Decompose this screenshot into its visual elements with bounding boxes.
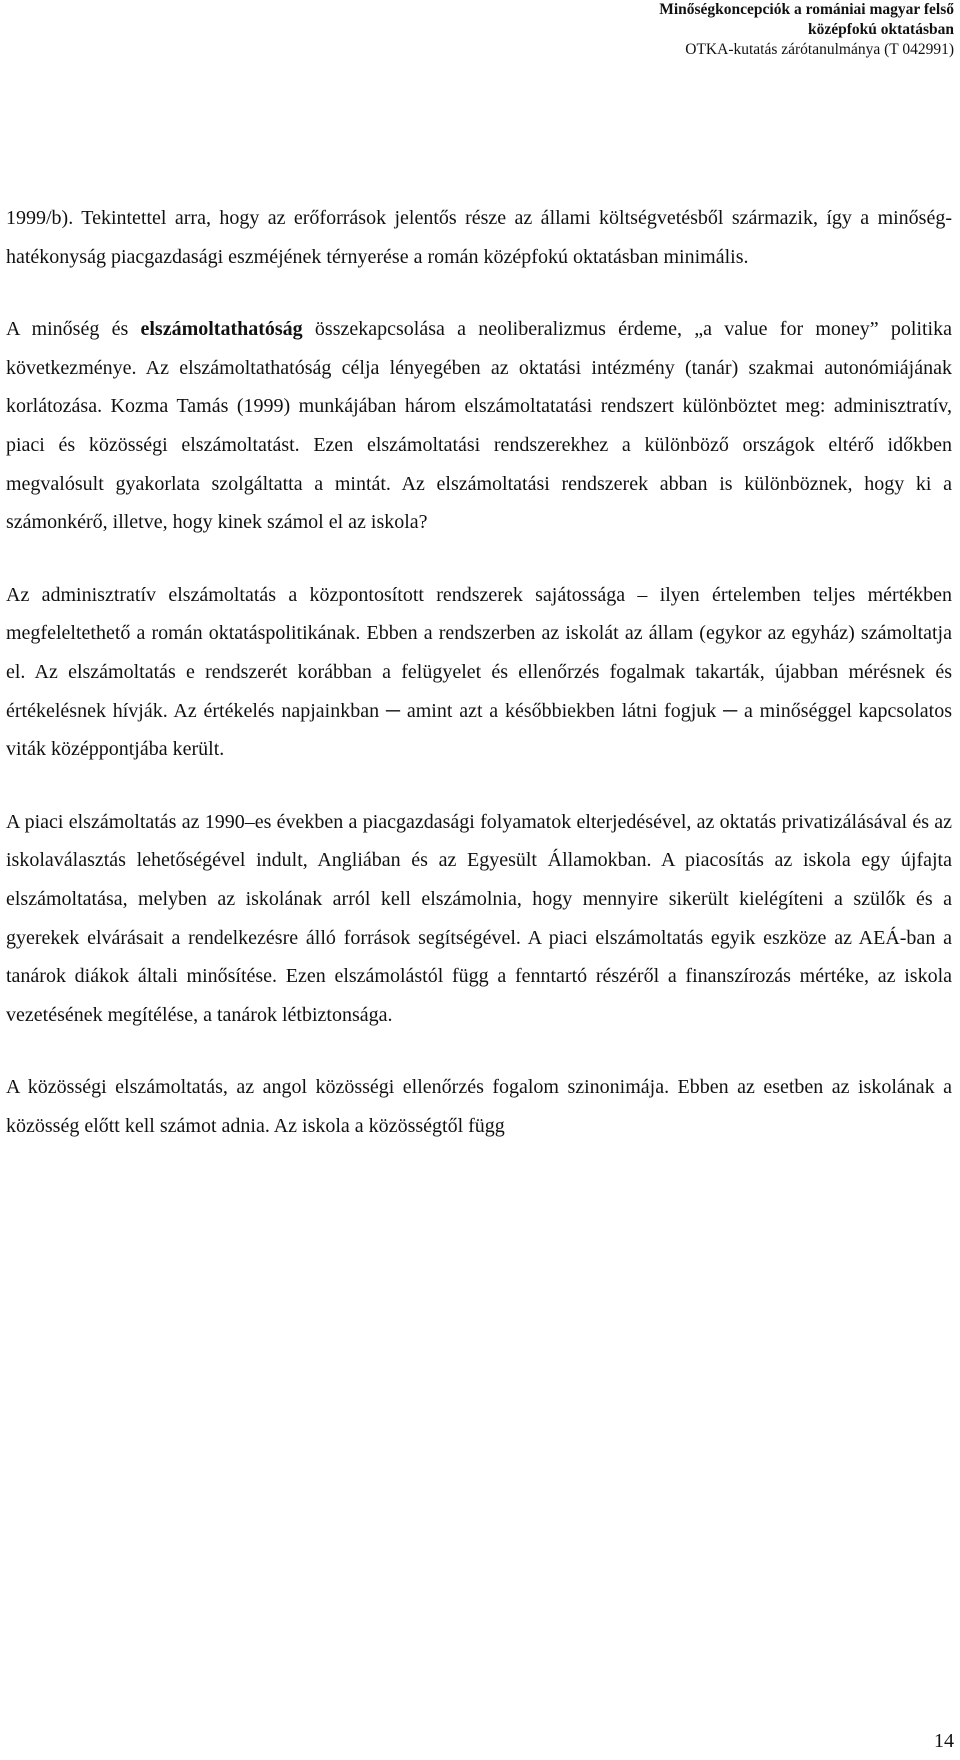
- paragraph-3: Az adminisztratív elszámoltatás a központosított rendszerek sajátossága – ilyen értelemben teljes mértékben megfeleltethető a román oktatáspolitikának. Ebben a rendszerben az iskolát az állam (egykor az egyház) számoltatja el. Az elszámoltatás e rendszerét korábban a felügyelet és ellenőrzés fogalmak takarták, újabban mérésnek és értékelésnek hívják. Az értékelés napjainkban ─ amint azt a későbbiekben látni fogjuk ─ a minőséggel kapcsolatos viták középpontjába került.: [6, 583, 952, 761]
- paragraph-2: [6, 310, 952, 542]
- header-subtitle: OTKA-kutatás zárótanulmánya (T 042991): [685, 41, 954, 58]
- header-title-line2: középfokú oktatásban: [808, 21, 954, 38]
- running-header: [659, 0, 954, 60]
- paragraph-2-lead: A minőség és: [6, 318, 141, 341]
- paragraph-4: A piaci elszámoltatás az 1990–es években a piacgazdasági folyamatok elterjedésével, az oktatás privatizálásával és az iskolaválasztás lehetőségével indult, Angliában és az Egyesült Államokban. A piacosítás az iskola egy újfajta elszámoltatása, melyben az iskolának arról kell elszámolnia, hogy mennyire sikerült kielégíteni a szülők és a gyerekek elvárásait a rendelkezésre álló források segítségével. A piaci elszámoltatás egyik eszköze az AEÁ-ban a tanárok diákok általi minősítése. Ezen elszámolástól függ a fenntartó részéről a finanszírozás mértéke, az iskola vezetésének megítélése, a tanárok létbiztonsága.: [6, 810, 952, 1026]
- header-title-line1: Minőségkoncepciók a romániai magyar felső: [659, 1, 954, 18]
- bold-term-accountability: elszámoltathatóság: [140, 318, 303, 341]
- paragraph-5: A közösségi elszámoltatás, az angol közösségi ellenőrzés fogalom szinonimája. Ebben az esetben az iskolának a közösség előtt kell számot adnia. Az iskola a közösségtől függ: [6, 1076, 952, 1137]
- paragraph-2-rest: összekapcsolása a neoliberalizmus érdeme, „a value for money” politika következménye. Az elszámoltathatóság célja lényegében az oktatási intézmény (tanár) szakmai autonómiájának korlátozása. Kozma Tamás (1999) munkájában három elszámoltatatási rendszert különböztet meg: adminisztratív, piaci és közösségi elszámoltatást. Ezen elszámoltatási rendszerekhez a különböző országok eltérő időkben megvalósult gyakorlata szolgáltatta a mintát. Az elszámoltatási rendszerek abban is különböznek, hogy ki a számonkérő, illetve, hogy kinek számol el az iskola?: [6, 318, 952, 534]
- page-number: 14: [934, 1730, 954, 1752]
- document-body: [6, 199, 952, 1179]
- paragraph-1: 1999/b). Tekintettel arra, hogy az erőforrások jelentős része az állami költségvetésből származik, így a minőség-hatékonyság piacgazdasági eszméjének térnyerése a román középfokú oktatásban minimális.: [6, 207, 952, 268]
